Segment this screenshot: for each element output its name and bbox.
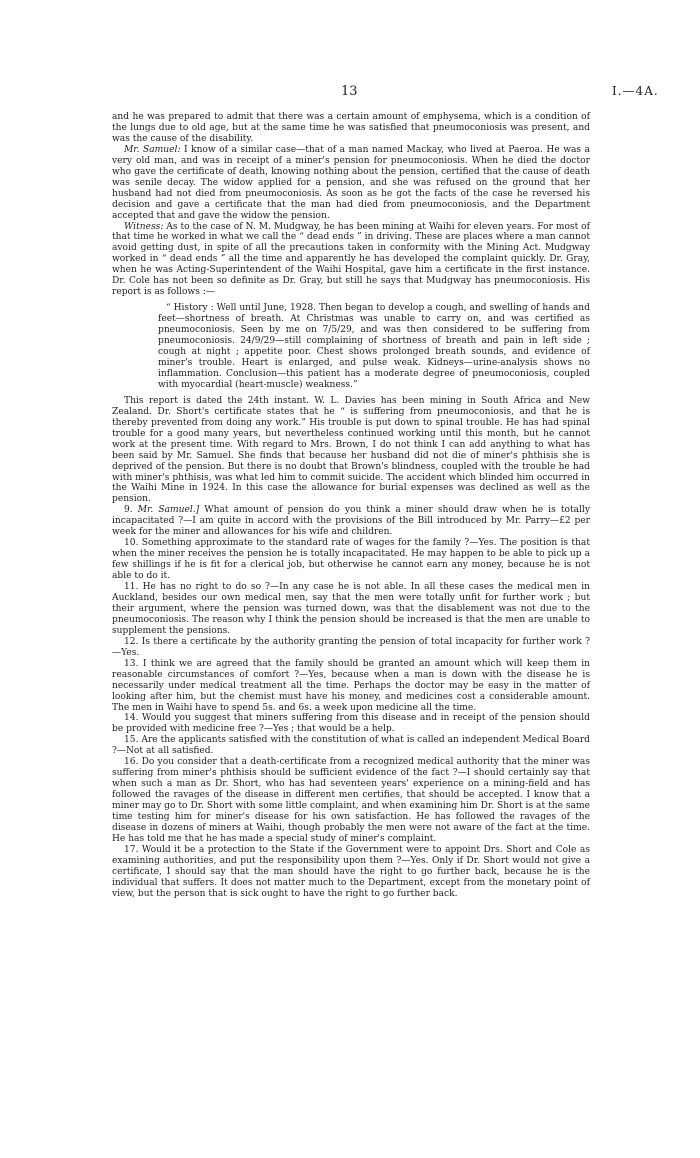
paragraph-text: As to the case of N. M. Mudgway, he has been mining at Waihi for eleven years. For most of that time he worked in what we call the “ dead ends ” in driving. These are places where a man cannot avoid getting dust, in spite of all the precautions taken in conformity with the Mining Act. Mudgway worked in “ dead ends ” all the time and apparently he has developed the complaint quickly. Dr. Gray, when he was Acting-Superintendent of the Waihi Hospital, gave him a certificate in the first instance. Dr. Cole has not been so definite as Dr. Gray, but still he says that Mudgway has pneumoconiosis. His report is as follows :— [112, 221, 590, 298]
question-paragraph: 14. Would you suggest that miners suffering from this disease and in receipt of the pension should be provided with medicine free ?—Yes ; that would be a help. [112, 713, 590, 735]
paragraph: This report is dated the 24th instant. W. L. Davies has been mining in South Africa and New Zealand. Dr. Short's certificate states that he “ is suffering from pneumoconiosis, and that he is thereby prevented from doing any work.” His trouble is put down to spinal trouble. He has had spinal trouble for a good many years, but nevertheless continued working until this month, but he cannot work at the present time. With regard to Mrs. Brown, I do not think I can add anything to what has been said by Mr. Samuel. She finds that because her husband did not die of miner's phthisis she is deprived of the pension. But there is no doubt that Brown's blindness, coupled with the trouble he had with miner's phthisis, was what led him to commit suicide. The accident which blinded him occurred in the Waihi Mine in 1924. In this case the allowance for burial expenses was declined as well as the pension. [112, 395, 590, 505]
paragraph-text: I know of a similar case—that of a man named Mackay, who lived at Paeroa. He was a very old man, and was in receipt of a miner's pension for pneumoconiosis. When he died the doctor who gave the certificate of death, knowing nothing about the pension, certified that the cause of death was senile decay. The widow applied for a pension, and she was refused on the ground that her husband had not died from pneumoconiosis. As soon as he got the facts of the case he reversed his decision and gave a certificate that the man had died from pneumoconiosis, and the Department accepted that and gave the widow the pension. [112, 144, 590, 221]
question-paragraph: 17. Would it be a protection to the State if the Government were to appoint Drs. Short and Cole as examining authorities, and put the responsibility upon them ?—Yes. Only if Dr. Short would not give a certificate, I should say that the man should have the right to go further back, because he is the individual that suffers. It does not matter much to the Department, except from the monetary point of view, but the person that is sick ought to have the right to go further back. [112, 844, 590, 899]
question-paragraph: 16. Do you consider that a death-certificate from a recognized medical authority that the miner was suffering from miner's phthisis should be sufficient evidence of the fact ?—I should certainly say that when such a man as Dr. Short, who has had seventeen years' experience on a mining-field and has followed the ravages of the disease in different men certifies, that should be accepted. I know that a miner may go to Dr. Short with some little complaint, and when examining him Dr. Short is at the same time testing him for miner's disease for his own satisfaction. He has followed the ravages of the disease in dozens of miners at Waihi, though probably the men were not aware of the fact at the time. He has told me that he has made a special study of miner's complaint. [112, 757, 590, 844]
speaker-label: Mr. Samuel: [124, 144, 181, 155]
question-paragraph: 12. Is there a certificate by the authority granting the pension of total incapacity for further work ?—Yes. [112, 636, 590, 658]
question-paragraph: 15. Are the applicants satisfied with the constitution of what is called an independent Medical Board ?—Not at all satisfied. [112, 735, 590, 757]
quoted-report: “ History : Well until June, 1928. Then began to develop a cough, and swelling of hands and feet—shortness of breath. At Christmas was unable to carry on, and was certified as pneumoconiosis. Seen by me on 7/5/29, and was then considered to be suffering from pneumoconiosis. 24/9/29—still complaining of shortness of breath and pain in left side ; cough at night ; appetite poor. Chest shows prolonged breath sounds, and evidence of miner's trouble. Heart is enlarged, and pulse weak. Kidneys—urine-analysis shows no inflammation. Conclusion—this patient has a moderate degree of pneumoconiosis, coupled with myocardial (heart-muscle) weakness.” [158, 303, 590, 390]
paragraph [112, 222, 590, 299]
question-paragraph: 11. He has no right to do so ?—In any case he is not able. In all these cases the medical men in Auckland, besides our own medical men, say that the men were totally unfit for further work ; but their argument, where the pension was turned down, was that the disablement was not due to the pneumoconiosis. The reason why I think the pension should be increased is that the men are unable to supplement the pensions. [112, 582, 590, 636]
speaker-label: Mr. Samuel.] [137, 505, 200, 516]
paragraph-text: What amount of pension do you think a miner should draw when he is totally incapacitated ?—I am quite in accord with the provisions of the Bill introduced by Mr. Parry—£2 per week for the miner and allowances for his wife and children. [112, 505, 590, 538]
question-paragraph: 13. I think we are agreed that the family should be granted an amount which will keep them in reasonable circumstances of comfort ?—Yes, because when a man is down with the disease he is necessarily under medical treatment all the time. Perhaps the doctor may be easy in the matter of looking after him, but the chemist must have his money, and medicines cost a considerable amount. The men in Waihi have to spend 5s. and 6s. a week upon medicine all the time. [112, 658, 590, 713]
page-number: 13 [341, 84, 358, 99]
paragraph [112, 145, 590, 222]
question-paragraph [112, 505, 590, 538]
document-reference: I.—4A. [612, 84, 659, 98]
paragraph: and he was prepared to admit that there was a certain amount of emphysema, which is a condition of the lungs due to old age, but at the same time he was satisfied that pneumoconiosis was present, and was the cause of the disability. [112, 112, 590, 144]
speaker-label: Witness: [124, 221, 164, 232]
question-paragraph: 10. Something approximate to the standard rate of wages for the family ?—Yes. The position is that when the miner receives the pension he is totally incapacitated. He may happen to be able to pick up a few shillings if he is fit for a clerical job, but otherwise he cannot earn any money, because he is not able to do it. [112, 538, 590, 582]
question-number: 9. [124, 505, 138, 516]
document-body [112, 112, 590, 900]
